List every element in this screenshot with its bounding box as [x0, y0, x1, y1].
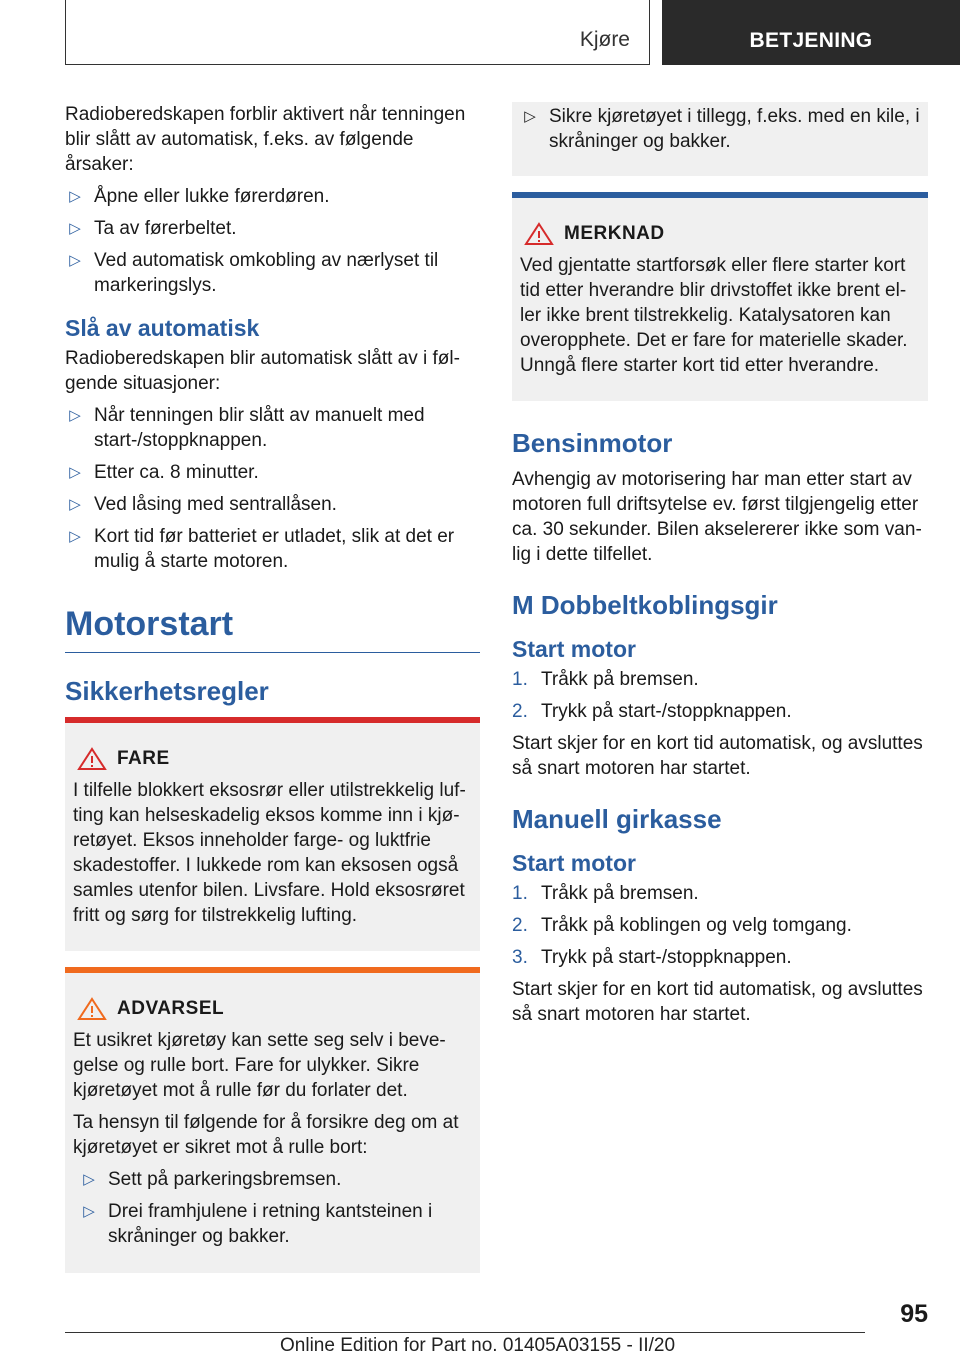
- page-number: 95: [900, 1300, 928, 1328]
- advarsel-header: [73, 997, 472, 1021]
- list-item: ▷ Når tenningen blir slått av manuelt med start-/stoppknappen.: [65, 403, 480, 453]
- heading-motorstart: Motorstart: [65, 604, 480, 653]
- fare-warning-box: [65, 717, 480, 951]
- list-item: ▷ Ta av førerbeltet.: [65, 216, 480, 241]
- footer-divider: [65, 1332, 865, 1333]
- triangle-right-icon: ▷: [69, 407, 81, 424]
- heading-dobbeltkoblingsgir: M Dobbeltkoblingsgir: [512, 590, 778, 620]
- list-item: 2. Trykk på start-/stoppknappen.: [512, 701, 792, 722]
- slaa-av-paragraph: Radioberedskapen blir automatisk slått av i følgende situasjoner:: [65, 348, 460, 394]
- header-chapter-tab: BETJENING: [662, 0, 960, 65]
- list-item: ▷ Sett på parkeringsbremsen.: [79, 1167, 472, 1192]
- heading-slaa-av-automatisk: Slå av automatisk: [65, 315, 260, 341]
- list-item: ▷ Åpne eller lukke førerdøren.: [65, 184, 480, 209]
- list-item: ▷ Ved låsing med sentrallåsen.: [65, 492, 480, 517]
- fare-text: I tilfelle blokkert eksosrør eller utilstrekkelig lufting kan helseskadelig eksos komme inn i kjøretøyet. Eksos inneholder farge- og luktfrie skadestoffer. I lukkede rom kan eksosen også samles utenfor bilen. Livsfare. Hold eksosrøret fritt og sørg for tilstrekkelig lufting.: [73, 780, 466, 926]
- dct-after-paragraph: Start skjer for en kort tid automatisk, og avsluttes så snart motoren har startet.: [512, 733, 923, 779]
- header-section-title: Kjøre: [579, 28, 630, 51]
- advarsel-text-1: Et usikret kjøretøy kan sette seg selv i bevegelse og rulle bort. Fare for ulykker. Sikre kjøretøyet mot å rulle før du forlater det.: [73, 1030, 446, 1101]
- right-column: [512, 102, 928, 1034]
- merknad-title: MERKNAD: [564, 223, 665, 244]
- list-item: ▷ Ved automatisk omkobling av nærlyset til markeringslys.: [65, 248, 480, 298]
- advarsel-title: ADVARSEL: [117, 998, 225, 1019]
- heading-bensinmotor: Bensinmotor: [512, 428, 673, 458]
- warning-triangle-icon: [524, 222, 554, 246]
- advarsel-warning-box: [65, 967, 480, 1273]
- list-item: ▷ Kort tid før batteriet er utladet, slik at det er mulig å starte motoren.: [65, 524, 480, 574]
- dct-steps: [512, 667, 928, 724]
- triangle-right-icon: ▷: [83, 1203, 95, 1220]
- merknad-text: Ved gjentatte startforsøk eller flere starter kort tid etter hverandre blir drivstoffet ikke brent eller ikke brent tilstrekkelig. Katalysatoren kan overopphete. Det er fare for materielle skader. Unngå flere starter kort tid etter hverandre.: [520, 255, 908, 376]
- slaa-av-list: [65, 403, 480, 574]
- triangle-right-icon: ▷: [524, 108, 536, 125]
- advarsel-continued-list: [520, 104, 920, 154]
- heading-sikkerhetsregler: Sikkerhetsregler: [65, 676, 269, 706]
- advarsel-continued-box: [512, 102, 928, 176]
- advarsel-text-2: Ta hensyn til følgende for å forsikre deg om at kjøretøyet er sikret mot å rulle bort:: [73, 1112, 459, 1158]
- list-item: ▷ Sikre kjøretøyet i tillegg, f.eks. med en kile, i skråninger og bakker.: [520, 104, 920, 154]
- list-item: 2. Tråkk på koblingen og velg tomgang.: [512, 915, 852, 936]
- triangle-right-icon: ▷: [69, 464, 81, 481]
- footer-edition: Online Edition for Part no. 01405A03155 - II/20: [280, 1335, 676, 1356]
- page-header: [0, 0, 960, 66]
- list-item: 1. Tråkk på bremsen.: [512, 883, 699, 904]
- advarsel-list: [79, 1167, 472, 1249]
- merknad-note-box: [512, 192, 928, 401]
- warning-triangle-icon: [77, 747, 107, 771]
- intro-list: [65, 184, 480, 298]
- heading-manuell-girkasse: Manuell girkasse: [512, 804, 722, 834]
- manuell-after-paragraph: Start skjer for en kort tid automatisk, og avsluttes så snart motoren har startet.: [512, 979, 923, 1025]
- triangle-right-icon: ▷: [69, 496, 81, 513]
- merknad-header: [520, 222, 920, 246]
- triangle-right-icon: ▷: [83, 1171, 95, 1188]
- list-item: 1. Tråkk på bremsen.: [512, 669, 699, 690]
- list-item: 3. Trykk på start-/stoppknappen.: [512, 947, 792, 968]
- left-column: [65, 102, 480, 1289]
- fare-header: [73, 747, 472, 771]
- heading-start-motor-manuell: Start motor: [512, 850, 636, 876]
- triangle-right-icon: ▷: [69, 252, 81, 269]
- triangle-right-icon: ▷: [69, 528, 81, 545]
- header-box: [65, 0, 650, 65]
- warning-triangle-icon: [77, 997, 107, 1021]
- intro-paragraph: Radioberedskapen forblir aktivert når tenningen blir slått av automatisk, f.eks. av følgende årsaker:: [65, 104, 466, 175]
- manuell-steps: [512, 881, 928, 970]
- heading-start-motor-dct: Start motor: [512, 636, 636, 662]
- list-item: ▷ Etter ca. 8 minutter.: [65, 460, 480, 485]
- triangle-right-icon: ▷: [69, 220, 81, 237]
- list-item: ▷ Drei framhjulene i retning kantsteinen i skråninger og bakker.: [79, 1199, 472, 1249]
- bensin-paragraph: Avhengig av motorisering har man etter start av motoren full driftsytelse ev. først tilgjengelig etter ca. 30 sekunder. Bilen akselererer ikke som vanlig i dette tilfellet.: [512, 469, 922, 565]
- triangle-right-icon: ▷: [69, 188, 81, 205]
- fare-title: FARE: [117, 748, 170, 769]
